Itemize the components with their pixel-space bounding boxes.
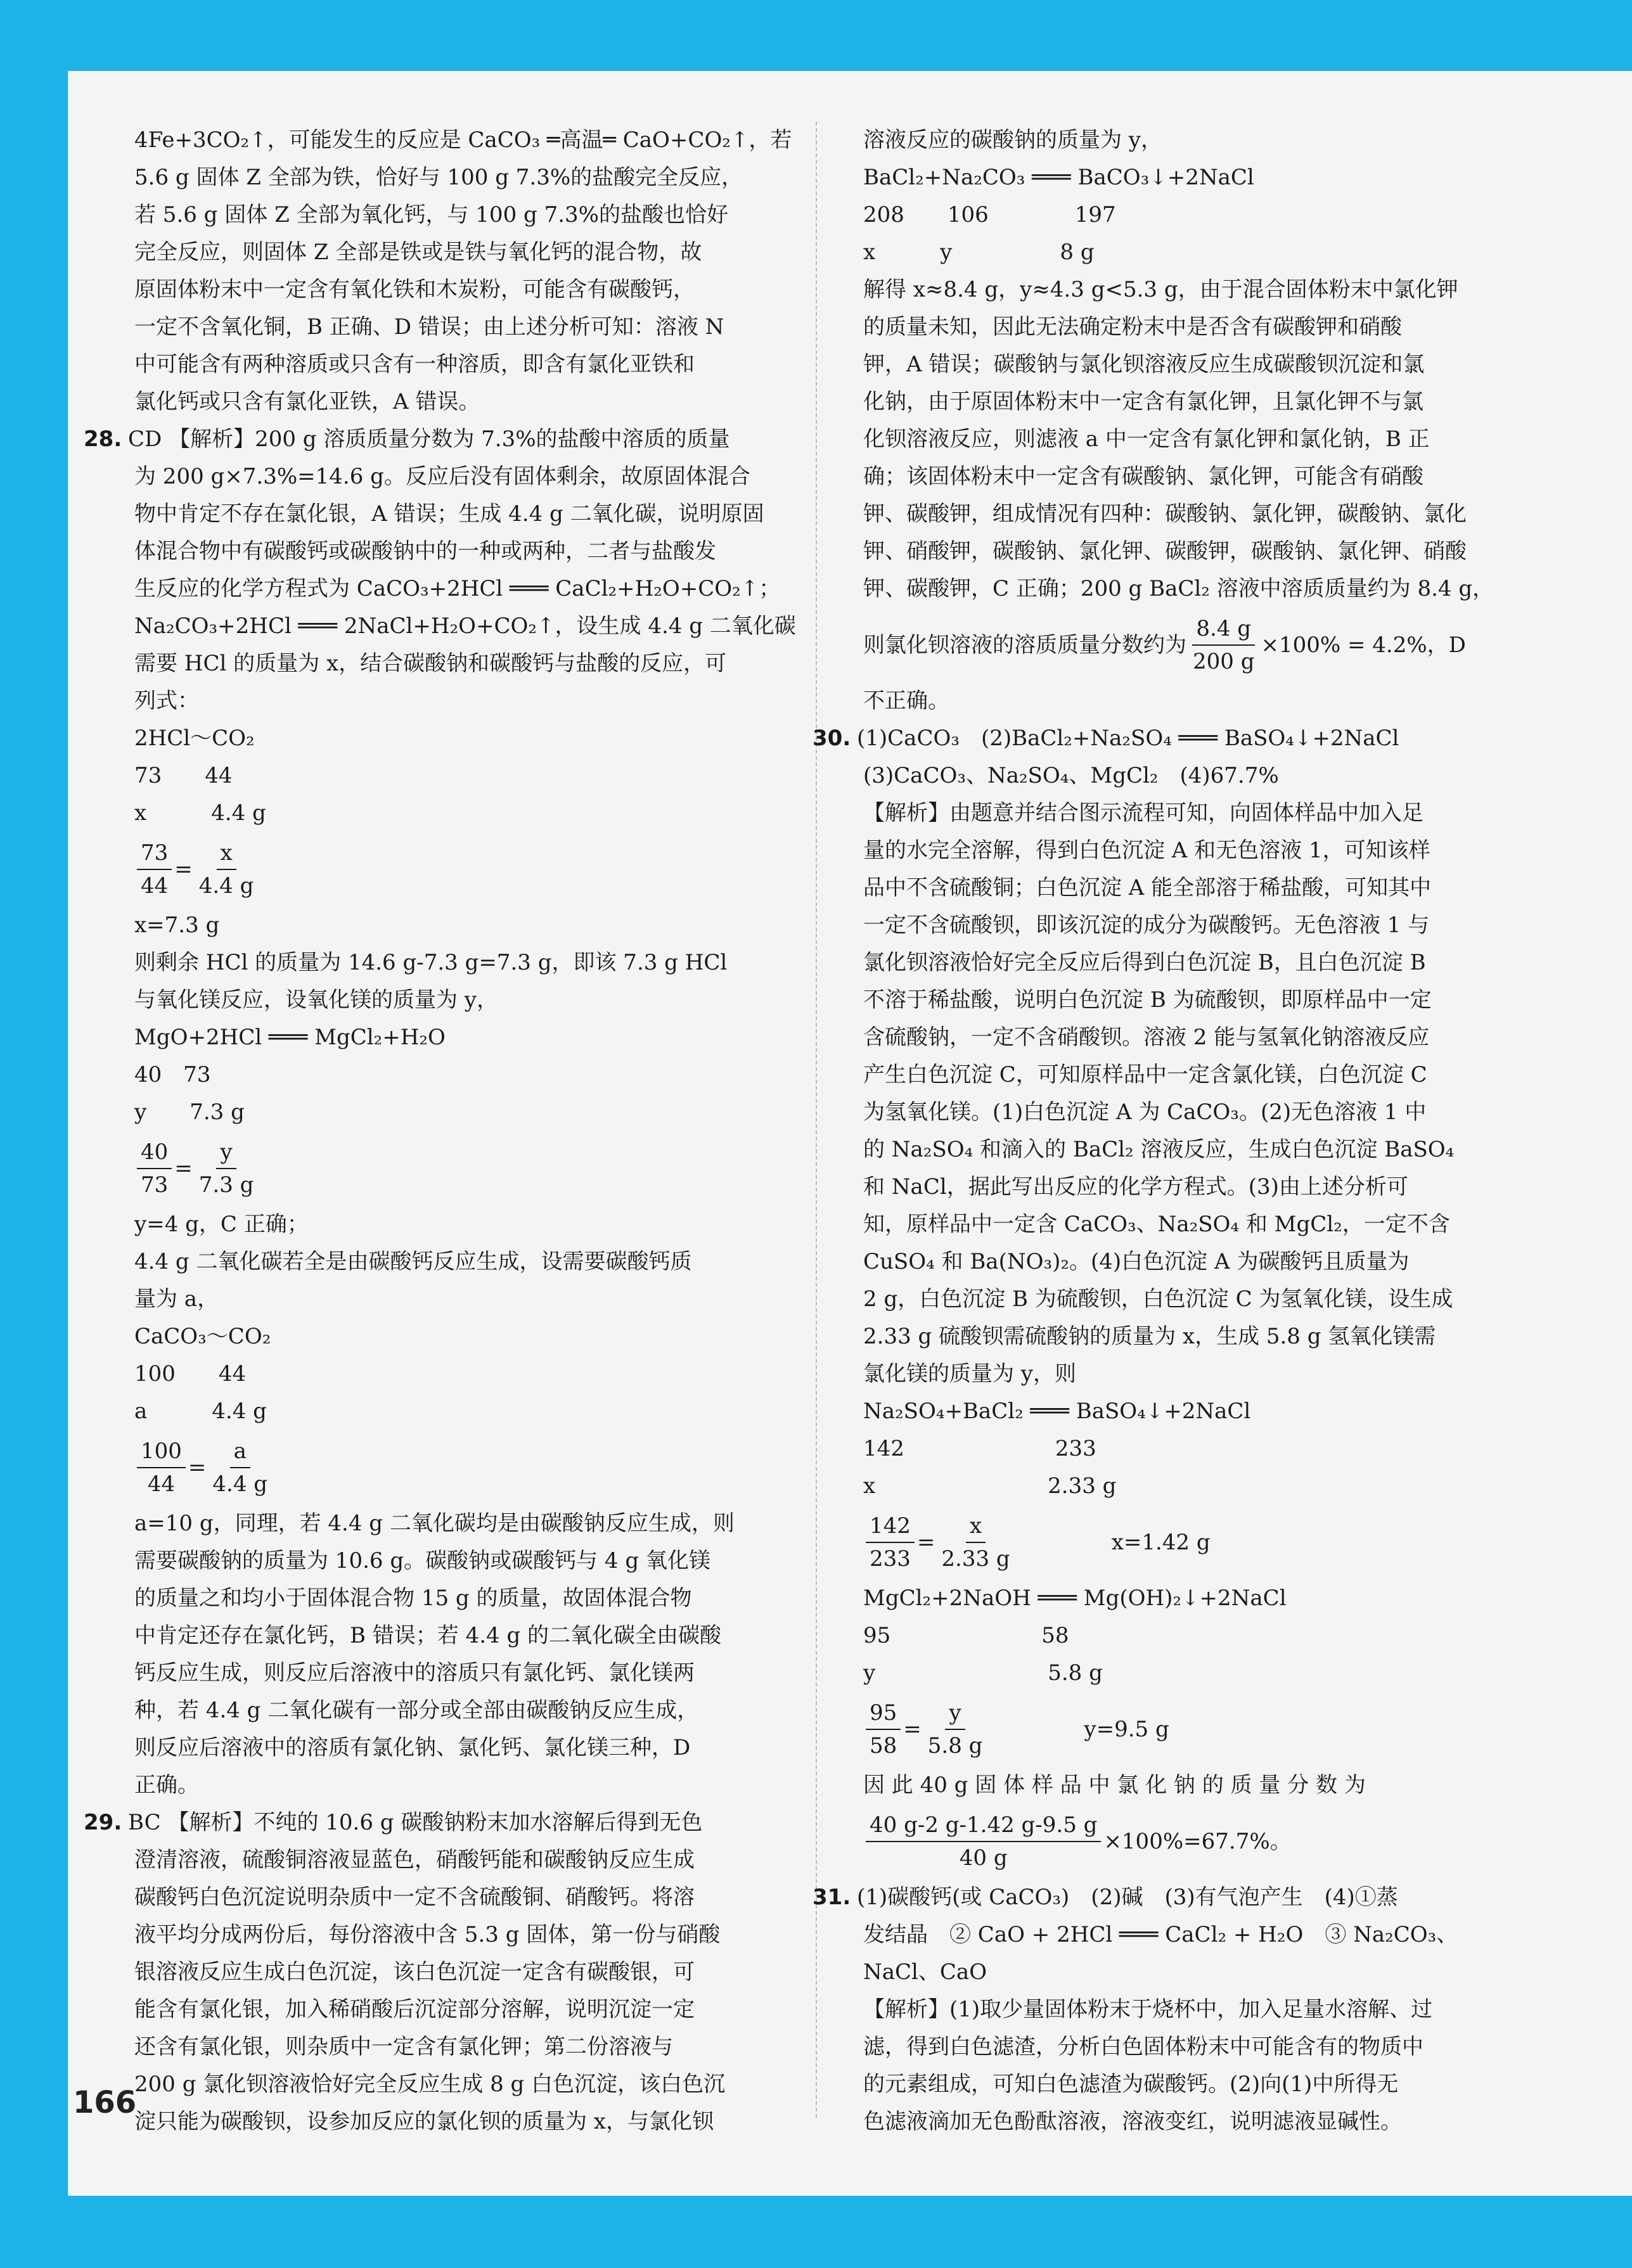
line-text: 化钡溶液反应，则滤液 a 中一定含有氯化钾和氯化钠，B 正	[863, 426, 1430, 452]
text-line	[863, 1318, 1510, 1355]
text-line	[134, 122, 792, 159]
line-text: 的元素组成，可知白色滤渣为碳酸钙。(2)向(1)中所得无	[863, 2072, 1399, 2097]
line-text: 则剩余 HCl 的质量为 14.6 g-7.3 g=7.3 g，即该 7.3 g HCl	[134, 950, 728, 975]
text-line	[863, 682, 1510, 720]
equals-sign: =	[174, 856, 193, 882]
text-line	[863, 944, 1510, 982]
line-text: y=4 g，C 正确；	[134, 1212, 309, 1237]
proportion-equation	[134, 1430, 781, 1505]
line-text: 钾，A 错误；碳酸钠与氯化钡溶液反应生成碳酸钡沉淀和氯	[863, 352, 1425, 377]
text-line	[134, 1281, 781, 1318]
fraction-denominator: 4.4 g	[198, 873, 254, 899]
line-text: 体混合物中有碳酸钙或碳酸钠中的一种或两种，二者与盐酸发	[134, 539, 716, 564]
line-text: 为 200 g×7.3%=14.6 g。反应后没有固体剩余，故原固体混合	[134, 464, 750, 489]
fraction-numerator: x	[217, 837, 236, 870]
line-text: 与氧化镁反应，设氧化镁的质量为 y，	[134, 987, 499, 1013]
text-line	[863, 757, 1510, 795]
text-line	[134, 1505, 781, 1542]
equation-text: 则氯化钡溶液的溶质质量分数约为	[863, 632, 1186, 658]
text-line	[134, 2103, 781, 2141]
proportion-equation	[134, 1131, 781, 1206]
line-text: MgO+2HCl ═══ MgCl₂+H₂O	[134, 1025, 446, 1050]
line-text: 氯化镁的质量为 y，则	[863, 1361, 1077, 1387]
line-text: 含硫酸钠，一定不含硝酸钡。溶液 2 能与氢氧化钠溶液反应	[863, 1025, 1430, 1050]
equation-text: ×100% = 4.2%，D	[1261, 632, 1466, 658]
line-text: 不正确。	[863, 688, 949, 714]
line-text: 4Fe+3CO₂↑，可能发生的反应是 CaCO₃ ═高温═ CaO+CO₂↑，若	[134, 127, 792, 153]
text-line	[863, 1206, 1510, 1243]
fraction-numerator: 95	[866, 1697, 901, 1730]
line-text: 40 73	[134, 1062, 211, 1087]
text-line	[863, 1243, 1510, 1281]
line-text: 208 106 197	[863, 202, 1116, 227]
text-line	[134, 1617, 781, 1655]
question-number: 30.	[813, 726, 851, 751]
text-line	[134, 907, 781, 944]
text-line	[863, 346, 1510, 383]
text-line	[863, 1468, 1510, 1505]
text-line	[134, 570, 781, 608]
line-text: 需要碳酸钠的质量为 10.6 g。碳酸钠或碳酸钙与 4 g 氧化镁	[134, 1548, 710, 1573]
text-line	[134, 1094, 781, 1131]
fraction-denominator: 7.3 g	[198, 1172, 254, 1198]
line-text: MgCl₂+2NaOH ═══ Mg(OH)₂↓+2NaCl	[863, 1586, 1287, 1611]
text-line	[134, 196, 781, 234]
text-line	[134, 1692, 781, 1729]
text-line	[134, 1393, 781, 1430]
fraction-denominator: 2.33 g	[941, 1546, 1010, 1572]
line-text: 确；该固体粉末中一定含有碳酸钠、氯化钾，可能含有硝酸	[863, 464, 1423, 489]
fraction-denominator: 233	[870, 1546, 911, 1572]
line-text: 则反应后溶液中的溶质有氯化钠、氯化钙、氯化镁三种，D	[134, 1735, 691, 1760]
line-text: y 5.8 g	[863, 1660, 1103, 1686]
equals-sign: =	[174, 1155, 193, 1181]
text-line	[134, 1056, 781, 1094]
line-text: 还含有氯化银，则杂质中一定含有氯化钾；第二份溶液与	[134, 2034, 673, 2060]
line-text: 钙反应生成，则反应后溶液中的溶质只有氯化钙、氯化镁两	[134, 1660, 695, 1686]
line-text: 氯化钙或只含有氯化亚铁，A 错误。	[134, 389, 480, 414]
text-line	[863, 1094, 1510, 1131]
equals-sign: =	[903, 1716, 922, 1742]
text-line	[134, 682, 781, 720]
line-text: 量为 a，	[134, 1286, 219, 1312]
equation-text: ×100%=67.7%。	[1103, 1828, 1292, 1854]
fraction	[195, 1136, 258, 1201]
text-line	[134, 496, 781, 533]
fraction	[195, 837, 258, 902]
equals-sign: =	[188, 1454, 207, 1480]
equation-result: y=9.5 g	[1084, 1716, 1169, 1742]
text-line	[863, 271, 1510, 309]
line-text: 不溶于稀盐酸，说明白色沉淀 B 为硫酸钡，即原样品中一定	[863, 987, 1432, 1013]
text-line	[134, 795, 781, 832]
line-text: 液平均分成两份后，每份溶液中含 5.3 g 固体，第一份与硝酸	[134, 1922, 721, 1947]
text-line	[134, 720, 781, 757]
fraction-denominator: 5.8 g	[927, 1733, 983, 1759]
line-text: 解得 x≈8.4 g，y≈4.3 g<5.3 g，由于混合固体粉末中氯化钾	[863, 277, 1458, 302]
text-line	[134, 1243, 781, 1281]
line-text: CD 【解析】200 g 溶质质量分数为 7.3%的盐酸中溶质的质量	[128, 426, 730, 452]
line-text: 品中不含硫酸铜；白色沉淀 A 能全部溶于稀盐酸，可知其中	[863, 875, 1432, 900]
text-line	[863, 496, 1510, 533]
text-line	[134, 1916, 781, 1954]
line-text: (1)碳酸钙(或 CaCO₃) (2)碱 (3)有气泡产生 (4)①蒸	[857, 1885, 1398, 1910]
text-line	[863, 2028, 1510, 2066]
equals-sign: =	[916, 1529, 935, 1555]
text-line	[863, 570, 1510, 608]
line-text: NaCl、CaO	[863, 1959, 987, 1985]
text-line	[863, 869, 1510, 907]
line-text: x 2.33 g	[863, 1473, 1117, 1499]
text-line	[863, 383, 1510, 421]
fraction-numerator: y	[945, 1697, 965, 1730]
line-text: CaCO₃～CO₂	[134, 1324, 271, 1349]
text-line	[863, 421, 1510, 458]
line-text: 正确。	[134, 1772, 199, 1798]
text-line	[134, 1542, 781, 1580]
fraction	[137, 1136, 172, 1201]
proportion-equation	[863, 1505, 1510, 1580]
text-line	[863, 1393, 1510, 1430]
line-text: 能含有氯化银，加入稀硝酸后沉淀部分溶解，说明沉淀一定	[134, 1997, 695, 2022]
line-text: a 4.4 g	[134, 1399, 267, 1424]
line-text: CuSO₄ 和 Ba(NO₃)₂。(4)白色沉淀 A 为碳酸钙且质量为	[863, 1249, 1410, 1274]
line-text: 2 g，白色沉淀 B 为硫酸钡，白色沉淀 C 为氢氧化镁，设生成	[863, 1286, 1453, 1312]
text-line	[863, 122, 1510, 159]
line-text: 量的水完全溶解，得到白色沉淀 A 和无色溶液 1，可知该样	[863, 838, 1430, 863]
text-line	[863, 1916, 1510, 1954]
text-line	[134, 234, 781, 271]
line-text: 知，原样品中一定含 CaCO₃、Na₂SO₄ 和 MgCl₂，一定不含	[863, 1212, 1450, 1237]
question-line	[84, 421, 781, 458]
line-text: 为氢氧化镁。(1)白色沉淀 A 为 CaCO₃。(2)无色溶液 1 中	[863, 1099, 1427, 1125]
line-text: BC 【解析】不纯的 10.6 g 碳酸钠粉末加水溶解后得到无色	[128, 1810, 703, 1835]
text-line	[134, 1729, 781, 1767]
fraction	[209, 1435, 271, 1500]
fraction-numerator: 100	[137, 1435, 186, 1468]
line-text: Na₂SO₄+BaCl₂ ═══ BaSO₄↓+2NaCl	[863, 1399, 1251, 1424]
line-text: Na₂CO₃+2HCl ═══ 2NaCl+H₂O+CO₂↑，设生成 4.4 g 二氧化碳	[134, 613, 796, 639]
text-line	[134, 271, 781, 309]
text-line	[863, 1056, 1510, 1094]
line-text: 化钠，由于原固体粉末中一定含有氯化钾，且氯化钾不与氯	[863, 389, 1423, 414]
line-text: a=10 g，同理，若 4.4 g 二氧化碳均是由碳酸钠反应生成，则	[134, 1511, 735, 1536]
line-text: 钾、硝酸钾，碳酸钠、氯化钾、碳酸钾，碳酸钠、氯化钾、硝酸	[863, 539, 1467, 564]
text-line	[134, 1355, 781, 1393]
line-text: 滤，得到白色滤渣，分析白色固体粉末中可能含有的物质中	[863, 2034, 1423, 2060]
text-line	[863, 458, 1510, 496]
text-line	[863, 1019, 1510, 1056]
question-line	[84, 1804, 781, 1842]
line-text: 需要 HCl 的质量为 x，结合碳酸钠和碳酸钙与盐酸的反应，可	[134, 651, 727, 676]
fraction-denominator: 200 g	[1193, 649, 1255, 674]
text-line	[134, 1991, 781, 2028]
question-line	[813, 720, 1510, 757]
fraction	[137, 1435, 186, 1500]
line-text: BaCl₂+Na₂CO₃ ═══ BaCO₃↓+2NaCl	[863, 165, 1254, 190]
line-text: 种，若 4.4 g 二氧化碳有一部分或全部由碳酸钠反应生成，	[134, 1698, 699, 1723]
text-line	[863, 309, 1510, 346]
text-line	[134, 982, 781, 1019]
line-text: x y 8 g	[863, 240, 1095, 265]
question-number: 28.	[84, 426, 122, 452]
text-line	[863, 1655, 1510, 1692]
text-line	[863, 1580, 1510, 1617]
fraction-numerator: x	[966, 1510, 986, 1543]
line-text: 物中肯定不存在氯化银，A 错误；生成 4.4 g 二氧化碳，说明原固	[134, 501, 764, 527]
line-text: 溶液反应的碳酸钠的质量为 y，	[863, 127, 1163, 153]
text-line	[863, 907, 1510, 944]
percent-equation	[863, 608, 1510, 682]
column-divider	[816, 122, 817, 2118]
line-text: 生反应的化学方程式为 CaCO₃+2HCl ═══ CaCl₂+H₂O+CO₂↑；	[134, 576, 781, 601]
line-text: 的质量之和均小于固体混合物 15 g 的质量，故固体混合物	[134, 1586, 692, 1611]
text-line	[863, 1954, 1510, 1991]
page-number: 166	[73, 2085, 137, 2120]
line-text: 100 44	[134, 1361, 247, 1387]
fraction-numerator: 40 g-2 g-1.42 g-9.5 g	[866, 1809, 1101, 1842]
fraction	[1189, 613, 1258, 677]
fraction-numerator: 8.4 g	[1192, 613, 1255, 646]
line-text: 产生白色沉淀 C，可知原样品中一定含氯化镁，白色沉淀 C	[863, 1062, 1427, 1087]
fraction	[937, 1510, 1013, 1575]
fraction-numerator: a	[230, 1435, 250, 1468]
text-line	[134, 2028, 781, 2066]
line-text: 列式：	[134, 688, 199, 714]
text-line	[863, 1281, 1510, 1318]
text-line	[134, 1954, 781, 1991]
line-text: 的 Na₂SO₄ 和滴入的 BaCl₂ 溶液反应，生成白色沉淀 BaSO₄	[863, 1137, 1455, 1162]
line-text: x 4.4 g	[134, 800, 266, 826]
text-line	[863, 1430, 1510, 1468]
text-line	[134, 309, 781, 346]
text-line	[863, 1169, 1510, 1206]
text-line	[863, 533, 1510, 570]
fraction	[924, 1697, 987, 1762]
equation-result: x=1.42 g	[1111, 1529, 1211, 1555]
percent-equation	[863, 1804, 1510, 1879]
text-line	[863, 159, 1510, 196]
fraction	[866, 1697, 901, 1762]
text-line	[134, 1842, 781, 1879]
fraction-numerator: y	[216, 1136, 236, 1169]
text-line	[134, 757, 781, 795]
line-text: x=7.3 g	[134, 913, 220, 938]
line-text: 因 此 40 g 固 体 样 品 中 氯 化 钠 的 质 量 分 数 为	[863, 1772, 1366, 1798]
fraction-denominator: 40 g	[959, 1845, 1008, 1871]
text-line	[134, 533, 781, 570]
text-line	[134, 346, 781, 383]
text-line	[863, 1767, 1510, 1804]
fraction-denominator: 4.4 g	[212, 1471, 268, 1497]
line-text: (1)CaCO₃ (2)BaCl₂+Na₂SO₄ ═══ BaSO₄↓+2NaCl	[857, 726, 1399, 751]
fraction-numerator: 142	[866, 1510, 915, 1543]
text-line	[863, 795, 1510, 832]
line-text: 一定不含硫酸钡，即该沉淀的成分为碳酸钙。无色溶液 1 与	[863, 913, 1430, 938]
proportion-equation	[863, 1692, 1510, 1767]
line-text: 2HCl～CO₂	[134, 726, 255, 751]
text-line	[134, 2066, 781, 2103]
text-line	[134, 1318, 781, 1355]
text-line	[863, 2103, 1510, 2141]
text-line	[134, 1580, 781, 1617]
line-text: 和 NaCl，据此写出反应的化学方程式。(3)由上述分析可	[863, 1174, 1408, 1200]
line-text: 4.4 g 二氧化碳若全是由碳酸钙反应生成，设需要碳酸钙质	[134, 1249, 692, 1274]
text-line	[134, 1767, 781, 1804]
text-line	[134, 159, 781, 196]
line-text: 银溶液反应生成白色沉淀，该白色沉淀一定含有碳酸银，可	[134, 1959, 695, 1985]
text-line	[134, 1879, 781, 1916]
fraction	[866, 1510, 915, 1575]
fraction	[137, 837, 172, 902]
line-text: 氯化钡溶液恰好完全反应后得到白色沉淀 B，且白色沉淀 B	[863, 950, 1426, 975]
fraction-denominator: 44	[147, 1471, 176, 1497]
text-line	[863, 196, 1510, 234]
line-text: 【解析】由题意并结合图示流程可知，向固体样品中加入足	[863, 800, 1423, 826]
line-text: 2.33 g 硫酸钡需硫酸钠的质量为 x，生成 5.8 g 氢氧化镁需	[863, 1324, 1436, 1349]
question-number: 29.	[84, 1810, 122, 1835]
line-text: 中可能含有两种溶质或只含有一种溶质，即含有氯化亚铁和	[134, 352, 695, 377]
line-text: 142 233	[863, 1436, 1096, 1461]
line-text: 钾、碳酸钾，C 正确；200 g BaCl₂ 溶液中溶质质量约为 8.4 g，	[863, 576, 1494, 601]
fraction-denominator: 44	[141, 873, 169, 899]
text-line	[134, 458, 781, 496]
text-line	[134, 944, 781, 982]
answer-page	[68, 71, 1632, 2196]
line-text: 的质量未知，因此无法确定粉末中是否含有碳酸钾和硝酸	[863, 314, 1402, 340]
line-text: 色滤液滴加无色酚酞溶液，溶液变红，说明滤液显碱性。	[863, 2109, 1402, 2134]
right-column	[813, 122, 1510, 2141]
question-line	[813, 1879, 1510, 1916]
line-text: 200 g 氯化钡溶液恰好完全反应生成 8 g 白色沉淀，该白色沉	[134, 2072, 726, 2097]
line-text: 一定不含氧化铜，B 正确、D 错误；由上述分析可知：溶液 N	[134, 314, 724, 340]
line-text: 淀只能为碳酸钡，设参加反应的氯化钡的质量为 x，与氯化钡	[134, 2109, 714, 2134]
question-number: 31.	[813, 1885, 851, 1910]
text-line	[863, 1355, 1510, 1393]
line-text: 95 58	[863, 1623, 1069, 1648]
line-text: 完全反应，则固体 Z 全部是铁或是铁与氧化钙的混合物，故	[134, 240, 702, 265]
fraction-numerator: 73	[137, 837, 172, 870]
fraction-denominator: 58	[870, 1733, 897, 1759]
fraction-numerator: 40	[137, 1136, 172, 1169]
text-line	[134, 645, 781, 682]
text-line	[863, 1617, 1510, 1655]
line-text: 澄清溶液，硫酸铜溶液显蓝色，硝酸钙能和碳酸钠反应生成	[134, 1847, 695, 1873]
text-line	[134, 1206, 781, 1243]
text-line	[863, 982, 1510, 1019]
line-text: 原固体粉末中一定含有氧化铁和木炭粉，可能含有碳酸钙，	[134, 277, 695, 302]
text-line	[134, 383, 781, 421]
text-line	[134, 1655, 781, 1692]
fraction	[866, 1809, 1101, 1874]
text-line	[134, 608, 796, 645]
line-text: 钾、碳酸钾，组成情况有四种：碳酸钠、氯化钾，碳酸钠、氯化	[863, 501, 1467, 527]
line-text: 73 44	[134, 763, 233, 788]
fraction-denominator: 73	[141, 1172, 169, 1198]
line-text: 碳酸钙白色沉淀说明杂质中一定不含硫酸铜、硝酸钙。将溶	[134, 1885, 695, 1910]
text-line	[863, 2066, 1510, 2103]
text-line	[134, 1019, 781, 1056]
text-line	[863, 234, 1510, 271]
line-text: 【解析】(1)取少量固体粉末于烧杯中，加入足量水溶解、过	[863, 1997, 1433, 2022]
text-line	[863, 1991, 1510, 2028]
text-line	[863, 1131, 1510, 1169]
line-text: (3)CaCO₃、Na₂SO₄、MgCl₂ (4)67.7%	[863, 763, 1279, 788]
text-line	[863, 832, 1510, 869]
proportion-equation	[134, 832, 781, 907]
line-text: 发结晶 ② CaO + 2HCl ═══ CaCl₂ + H₂O ③ Na₂CO₃、	[863, 1922, 1458, 1947]
line-text: 中肯定还存在氯化钙，B 错误；若 4.4 g 的二氧化碳全由碳酸	[134, 1623, 722, 1648]
line-text: 5.6 g 固体 Z 全部为铁，恰好与 100 g 7.3%的盐酸完全反应，	[134, 165, 743, 190]
line-text: 若 5.6 g 固体 Z 全部为氧化钙，与 100 g 7.3%的盐酸也恰好	[134, 202, 728, 227]
line-text: y 7.3 g	[134, 1099, 245, 1125]
